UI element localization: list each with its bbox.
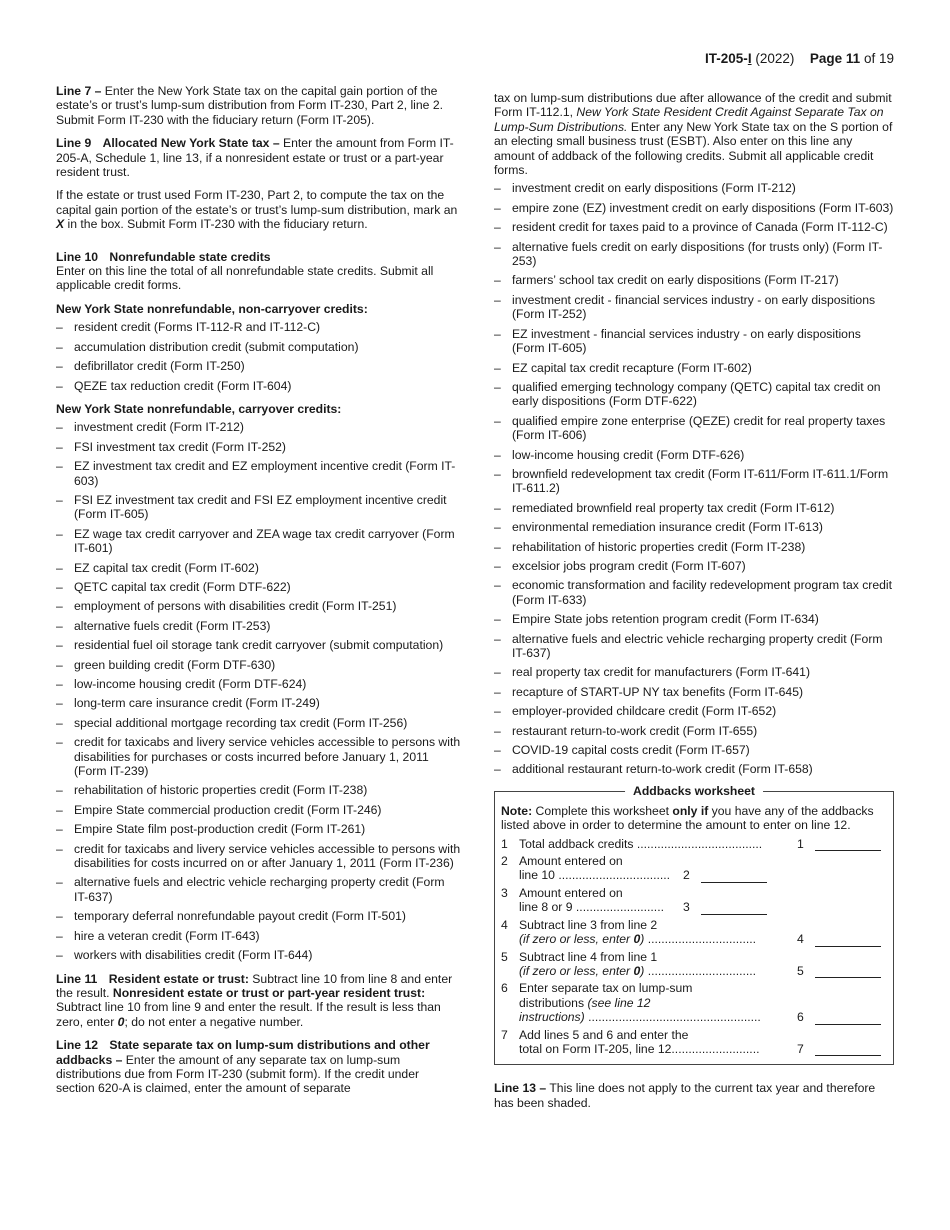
list-item: – alternative fuels credit on early dispositions (for trusts only) (Form IT-253) — [494, 240, 896, 269]
list-item: – farmers’ school tax credit on early dispositions (Form IT-217) — [494, 273, 896, 287]
row-label: line 10 — [519, 868, 555, 883]
list-item: – residential fuel oil storage tank credit carryover (submit computation) — [56, 638, 461, 652]
row-entry — [797, 1010, 881, 1024]
left-column — [56, 84, 461, 1105]
leader-dots: ................................. — [558, 868, 671, 883]
line6-amount-field[interactable] — [815, 1012, 881, 1025]
line13-paragraph — [494, 1081, 896, 1110]
row-label: total on Form IT-205, line 12 — [519, 1041, 672, 1056]
list-item: – investment credit on early dispositions (Form IT-212) — [494, 181, 896, 195]
list-item: – accumulation distribution credit (submit computation) — [56, 340, 461, 354]
line7-title: Line 7 – — [56, 84, 102, 98]
line7-paragraph — [56, 84, 461, 127]
line13-title: Line 13 – — [494, 1081, 547, 1096]
row-entry — [683, 900, 767, 914]
list-item: – excelsior jobs program credit (Form IT-607) — [494, 559, 896, 573]
list-item: – investment credit - financial services industry - on early dispositions (Form IT-252) — [494, 293, 896, 322]
row-entry — [683, 868, 767, 882]
note-a: Complete this worksheet — [535, 803, 669, 818]
page-label: Page 11 — [809, 51, 861, 66]
list-item: – low-income housing credit (Form DTF-626) — [494, 448, 896, 462]
list-item: – investment credit (Form IT-212) — [56, 420, 461, 434]
cont-italic: New York State Resident Credit Against Separate Tax on Lump-Sum Distributions. — [494, 105, 884, 134]
list-item: – environmental remediation insurance credit (Form IT-613) — [494, 520, 896, 534]
line10-heading — [56, 250, 461, 264]
row-label: Amount entered on — [519, 854, 623, 869]
line12-subtitle: State separate tax on lump-sum distributions and other addbacks – — [56, 1038, 430, 1067]
list-item: – resident credit (Forms IT-112-R and IT-112-C) — [56, 320, 461, 334]
line11-text2: Subtract line 10 from line 9 and enter the result. If the result is less than zero, enter — [56, 1000, 441, 1029]
row-label: Amount entered on — [519, 885, 623, 900]
list-item: – EZ wage tax credit carryover and ZEA wage tax credit carryover (Form IT-601) — [56, 527, 461, 556]
list-item: – credit for taxicabs and livery service vehicles accessible to persons with disabilities for purchases or costs incurred before January 1, 2011 (Form IT-239) — [56, 735, 461, 778]
leader-dots: ................................ — [647, 932, 757, 947]
line-label: 6 — [797, 1010, 804, 1025]
line-label: 3 — [683, 900, 690, 915]
list-item: – QEZE tax reduction credit (Form IT-604) — [56, 379, 461, 393]
line11-text3: ; do not enter a negative number. — [124, 1014, 304, 1029]
list-item: – employer-provided childcare credit (Form IT-652) — [494, 704, 896, 718]
list-item: – rehabilitation of historic properties credit (Form IT-238) — [494, 540, 896, 554]
right-column — [494, 91, 896, 1119]
line7-total-field[interactable] — [815, 1043, 881, 1056]
list-item: – resident credit for taxes paid to a province of Canada (Form IT-112-C) — [494, 220, 896, 234]
list-item: – qualified emerging technology company (QETC) capital tax credit on early dispositions (Form DTF-622) — [494, 380, 896, 409]
list-item: – low-income housing credit (Form DTF-624) — [56, 677, 461, 691]
row-number: 5 — [501, 949, 508, 964]
list-item: – empire zone (EZ) investment credit on early dispositions (Form IT-603) — [494, 201, 896, 215]
leader-dots: ..................................... — [636, 836, 763, 851]
line11-text1: Subtract line 10 from line 8 and enter the result. — [56, 971, 453, 1000]
line11-title: Line 11 — [56, 971, 98, 986]
line11-zero: 0 — [117, 1014, 125, 1029]
list-item: – FSI investment tax credit (Form IT-252) — [56, 440, 461, 454]
row-number: 1 — [501, 836, 508, 851]
list-item: – Empire State commercial production credit (Form IT-246) — [56, 803, 461, 817]
row-label: (if zero or less, enter — [519, 932, 631, 947]
list-item: – recapture of START-UP NY tax benefits (Form IT-645) — [494, 685, 896, 699]
list-item: – QETC capital tax credit (Form DTF-622) — [56, 580, 461, 594]
row-close: ) — [640, 963, 645, 978]
list-item: – green building credit (Form DTF-630) — [56, 658, 461, 672]
list-item: – credit for taxicabs and livery service vehicles accessible to persons with disabilities for costs incurred on or after January 1, 2011 (Form IT-236) — [56, 842, 461, 871]
page-header — [705, 52, 894, 66]
line9-subtitle: Allocated New York State tax – — [102, 136, 280, 151]
line12-paragraph — [56, 1038, 461, 1096]
line9-paragraph — [56, 136, 461, 179]
line9-text: Enter the amount from Form IT-205-A, Schedule 1, line 13, if a nonresident estate or trust or a part-year resident trust. — [56, 136, 454, 180]
leader-dots: .......................... — [575, 900, 664, 915]
list-item: – economic transformation and facility redevelopment program tax credit (Form IT-633) — [494, 578, 896, 607]
list-item: – workers with disabilities credit (Form IT-644) — [56, 948, 461, 962]
line13-text: This line does not apply to the current tax year and therefore has been shaded. — [494, 1081, 876, 1110]
row-number: 3 — [501, 885, 508, 900]
list-item: – alternative fuels and electric vehicle recharging property credit (Form IT-637) — [56, 875, 461, 904]
row-label: Total addback credits — [519, 836, 634, 851]
row-zero: 0 — [633, 963, 641, 978]
row-number: 4 — [501, 917, 508, 932]
line-label: 7 — [797, 1041, 804, 1056]
worksheet-row-4 — [501, 918, 887, 947]
line11-subtitle: Resident estate or trust: — [108, 971, 249, 986]
line10-text: Enter on this line the total of all nonrefundable state credits. Submit all applicable credit forms. — [56, 264, 434, 293]
list-item: – hire a veteran credit (Form IT-643) — [56, 929, 461, 943]
cont-text2: Enter any New York State tax on the S portion of an electing small business trust (ESBT). Also enter on this line any amount of addback of the following credits. Submit all applicable credit forms. — [494, 119, 893, 178]
line11-bold2: Nonresident estate or trust or part-year resident trust: — [112, 985, 426, 1000]
line12-title: Line 12 — [56, 1038, 98, 1053]
list-item: – alternative fuels credit (Form IT-253) — [56, 619, 461, 633]
line-label: 4 — [797, 932, 804, 947]
line12-text: Enter the amount of any separate tax on lump-sum distributions due from Form IT-230 (submit form). If the credit under section 620-A is claimed, enter the amount of separate — [56, 1052, 420, 1096]
list-item: – EZ investment tax credit and EZ employment incentive credit (Form IT-603) — [56, 459, 461, 488]
row-label: Enter separate tax on lump-sum — [519, 981, 693, 996]
row-label: Subtract line 3 from line 2 — [519, 917, 658, 932]
line11-paragraph — [56, 972, 461, 1030]
addback-credits-list — [494, 181, 896, 776]
row-label: instructions) — [519, 1010, 585, 1025]
line9b-after: in the box. Submit Form IT-230 with the fiduciary return. — [67, 217, 368, 232]
row-label: (see line 12 — [587, 995, 651, 1010]
row-entry — [797, 1042, 881, 1056]
list-item: – additional restaurant return-to-work credit (Form IT-658) — [494, 762, 896, 776]
row-close: ) — [640, 932, 645, 947]
noncarryover-heading: New York State nonrefundable, non-carryover credits: — [56, 301, 368, 316]
list-item: – special additional mortgage recording tax credit (Form IT-256) — [56, 716, 461, 730]
row-number: 6 — [501, 981, 508, 996]
list-item: – alternative fuels and electric vehicle recharging property credit (Form IT-637) — [494, 632, 896, 661]
worksheet-row-2 — [501, 854, 887, 883]
list-item: – qualified empire zone enterprise (QEZE) credit for real property taxes (Form IT-606) — [494, 414, 896, 443]
leader-dots: ................................ — [647, 963, 757, 978]
list-item: – COVID-19 capital costs credit (Form IT-657) — [494, 743, 896, 757]
line10-amount-field[interactable] — [701, 870, 767, 883]
list-item: – EZ capital tax credit (Form IT-602) — [56, 561, 461, 575]
note-b: only if — [672, 803, 709, 818]
row-label: line 8 or 9 — [519, 900, 573, 915]
list-item: – long-term care insurance credit (Form IT-249) — [56, 696, 461, 710]
list-item: – rehabilitation of historic properties credit (Form IT-238) — [56, 783, 461, 797]
list-item: – remediated brownfield real property tax credit (Form IT-612) — [494, 501, 896, 515]
row-entry — [797, 932, 881, 946]
line-label: 5 — [797, 963, 804, 978]
row-entry — [797, 837, 881, 851]
worksheet-row-7 — [501, 1028, 887, 1057]
worksheet-note — [501, 804, 887, 833]
line9-title: Line 9 — [56, 136, 92, 151]
list-item: – temporary deferral nonrefundable payout credit (Form IT-501) — [56, 909, 461, 923]
cont-text1: tax on lump-sum distributions due after allowance of the credit and submit Form IT-112.1, — [494, 91, 892, 120]
row-label: distributions — [519, 995, 585, 1010]
carryover-list — [56, 420, 461, 962]
line5-amount-field[interactable] — [815, 965, 881, 978]
list-item: – Empire State jobs retention program credit (Form IT-634) — [494, 612, 896, 626]
list-item: – Empire State film post-production credit (Form IT-261) — [56, 822, 461, 836]
row-label: (if zero or less, enter — [519, 963, 631, 978]
list-item: – EZ investment - financial services industry - on early dispositions (Form IT-605) — [494, 327, 896, 356]
noncarryover-list — [56, 320, 461, 393]
line9b-mark: X — [56, 217, 65, 232]
note-c: you have any of the addbacks listed above in order to determine the amount to enter on line 12. — [501, 803, 874, 833]
row-label: Subtract line 4 from line 1 — [519, 949, 658, 964]
row-number: 7 — [501, 1027, 508, 1042]
leader-dots: ................................................... — [588, 1010, 761, 1025]
note-label: Note: — [501, 803, 533, 818]
line8or9-amount-field[interactable] — [701, 902, 767, 915]
form-id: IT-205-I — [705, 51, 752, 66]
list-item: – restaurant return-to-work credit (Form IT-655) — [494, 724, 896, 738]
total-addback-field[interactable] — [815, 838, 881, 851]
line9b-before: If the estate or trust used Form IT-230, Part 2, to compute the tax on the capital gain portion of the estate’s or trust’s lump-sum distribution, mark an — [56, 188, 458, 217]
worksheet-row-5 — [501, 950, 887, 979]
list-item: – defibrillator credit (Form IT-250) — [56, 359, 461, 373]
worksheet-title: Addbacks worksheet — [625, 784, 763, 798]
carryover-heading: New York State nonrefundable, carryover credits: — [56, 401, 342, 416]
leader-dots: .......................... — [671, 1041, 760, 1056]
row-zero: 0 — [633, 932, 641, 947]
list-item: – FSI EZ investment tax credit and FSI EZ employment incentive credit (Form IT-605) — [56, 493, 461, 522]
list-item: – employment of persons with disabilities credit (Form IT-251) — [56, 599, 461, 613]
worksheet-row-1 — [501, 837, 887, 851]
worksheet-row-3 — [501, 886, 887, 915]
line7-text: Enter the New York State tax on the capital gain portion of the estate’s or trust’s lump-sum distribution from Form IT-230, Part 2, line 2. Submit Form IT-230 with the fiduciary return (Form IT-205). — [56, 84, 443, 127]
line12-continued — [494, 91, 896, 177]
list-item: – real property tax credit for manufacturers (Form IT-641) — [494, 665, 896, 679]
row-number: 2 — [501, 854, 508, 869]
page-of: of 19 — [863, 51, 894, 66]
list-item: – brownfield redevelopment tax credit (Form IT-611/Form IT-611.1/Form IT-611.2) — [494, 467, 896, 496]
list-item: – EZ capital tax credit recapture (Form IT-602) — [494, 361, 896, 375]
line9b-paragraph — [56, 188, 461, 231]
line10-subtitle: Nonrefundable state credits — [109, 249, 271, 264]
line-label: 2 — [683, 868, 690, 883]
tax-year: (2022) — [755, 51, 795, 66]
worksheet-row-6 — [501, 981, 887, 1024]
row-label: Add lines 5 and 6 and enter the — [519, 1027, 689, 1042]
addbacks-worksheet — [494, 783, 894, 1066]
line10-title: Line 10 — [56, 249, 98, 264]
line4-amount-field[interactable] — [815, 934, 881, 947]
line-label: 1 — [797, 836, 804, 851]
row-entry — [797, 964, 881, 978]
